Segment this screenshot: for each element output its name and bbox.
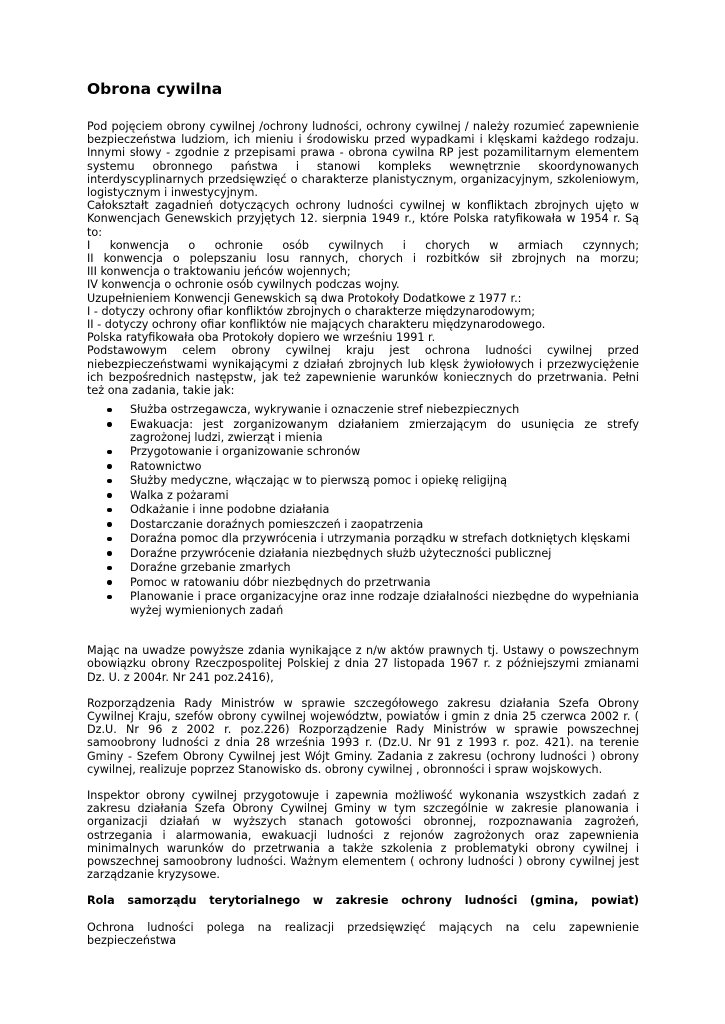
document-page [87,80,639,947]
list-item: Doraźne grzebanie zmarłych [87,561,639,574]
list-item: Doraźne przywrócenie działania niezbędnych służb użyteczności publicznej [87,547,639,560]
convention-2: II konwencja o polepszaniu losu rannych, chorych i rozbitków sił zbrojnych na morzu; [87,252,639,266]
convention-4: IV konwencja o ochronie osób cywilnych podczas wojny. [87,278,400,292]
protocol-1: I - dotyczy ochrony ofiar konfliktów zbrojnych o charakterze międzynarodowym; [87,304,536,318]
convention-1: I konwencja o ochronie osób cywilnych i chorych w armiach czynnych; [87,238,639,252]
intro-paragraph: Pod pojęciem obrony cywilnej /ochrony ludności, ochrony cywilnej / należy rozumieć zapewnienie bezpieczeństwa ludziom, ich mieniu i środowisku przed wypadkami i klęskami każdego rodzaju. Innymi słowy - zgodnie z przepisami prawa - obrona cywilna RP jest pozamilitarnym elementem systemu obronnego państwa i stanowi kompleks wewnętrznie skoordynowanych interdyscyplinarnych przedsięwzięć o charakterze planistycznym, organizacyjnym, szkoleniowym, logistycznym i inwestycyjnym. [87,120,639,200]
list-item: Planowanie i prace organizacyjne oraz inne rodzaje działalności niezbędne do wypełniania wyżej wymienionych zadań [87,590,639,616]
protocol-2: II - dotyczy ochrony ofiar konfliktów nie mających charakteru międzynarodowego. [87,318,546,332]
list-item: Walka z pożarami [87,489,639,502]
convention-3: III konwencja o traktowaniu jeńców wojennych; [87,265,351,279]
list-item: Dostarczanie doraźnych pomieszczeń i zaopatrzenia [87,518,639,531]
section-heading: Rola samorządu terytorialnego w zakresie ochrony ludności (gmina, powiat) [87,894,639,908]
protocols-intro: Uzupełnieniem Konwencji Genewskich są dwa Protokoły Dodatkowe z 1977 r.: [87,291,522,305]
list-item: Doraźna pomoc dla przywrócenia i utrzymania porządku w strefach dotkniętych klęskami [87,532,639,545]
list-item: Przygotowanie i organizowanie schronów [87,445,639,458]
tasks-list [87,403,639,617]
section-paragraph: Ochrona ludności polega na realizacji przedsięwzięć mających na celu zapewnienie bezpieczeństwa [87,920,639,947]
list-item: Służba ostrzegawcza, wykrywanie i oznaczenie stref niebezpiecznych [87,403,639,416]
inspector-paragraph: Inspektor obrony cywilnej przygotowuje i zapewnia możliwość wykonania wszystkich zadań z zakresu działania Szefa Obrony Cywilnej Gminy w tym szczególnie w zakresie planowania i organizacji działań w wyższych stanach gotowości obronnej, rozpoznawania zagrożeń, ostrzegania i alarmowania, ewakuacji ludności z rejonów zagrożonych oraz zapewnienia minimalnych warunków do przetrwania a także szkolenia z problematyki obrony cywilnej i powszechnej samoobrony ludności. Ważnym elementem ( ochrony ludności ) obrony cywilnej jest zarządzanie kryzysowe. [87,789,639,882]
legal-paragraph-1: Mając na uwadze powyższe zdania wynikające z n/w aktów prawnych tj. Ustawy o powszechnym obowiązku obrony Rzeczpospolitej Polskiej z dnia 27 listopada 1967 r. z późniejszymi zmianami Dz. U. z 2004r. Nr 241 poz.2416), [87,644,639,684]
list-item: Pomoc w ratowaniu dóbr niezbędnych do przetrwania [87,576,639,589]
goal-paragraph: Podstawowym celem obrony cywilnej kraju jest ochrona ludności cywilnej przed niebezpieczeństwami wynikającymi z działań zbrojnych lub klęsk żywiołowych i przezwyciężenie ich bezpośrednich następstw, jak też zapewnienie warunków koniecznych do przetrwania. Pełni też ona zadania, takie jak: [87,344,639,398]
conventions-paragraph: Całokształt zagadnień dotyczących ochrony ludności cywilnej w konfliktach zbrojnych ujęto w Konwencjach Genewskich przyjętych 12. sierpnia 1949 r., które Polska ratyfikowała w 1954 r. Są to: [87,199,639,239]
list-item: Ratownictwo [87,460,639,473]
list-item: Służby medyczne, włączając w to pierwszą pomoc i opiekę religijną [87,474,639,487]
ratification-note: Polska ratyfikowała oba Protokoły dopiero we wrześniu 1991 r. [87,331,436,345]
page-title: Obrona cywilna [87,80,223,98]
list-item: Ewakuacja: jest zorganizowanym działaniem zmierzającym do usunięcia ze strefy zagrożonej ludzi, zwierząt i mienia [87,418,639,444]
legal-paragraph-2: Rozporządzenia Rady Ministrów w sprawie szczegółowego zakresu działania Szefa Obrony Cywilnej Kraju, szefów obrony cywilnej województw, powiatów i gmin z dnia 25 czerwca 2002 r. ( Dz.U. Nr 96 z 2002 r. poz.226) Rozporządzenie Rady Ministrów w sprawie powszechnej samoobrony ludności z dnia 28 września 1993 r. (Dz.U. Nr 91 z 1993 r. poz. 421). na terenie Gminy - Szefem Obrony Cywilnej jest Wójt Gminy. Zadania z zakresu (ochrony ludności ) obrony cywilnej, realizuje poprzez Stanowisko ds. obrony cywilnej , obronności i spraw wojskowych. [87,696,639,776]
list-item: Odkażanie i inne podobne działania [87,503,639,516]
